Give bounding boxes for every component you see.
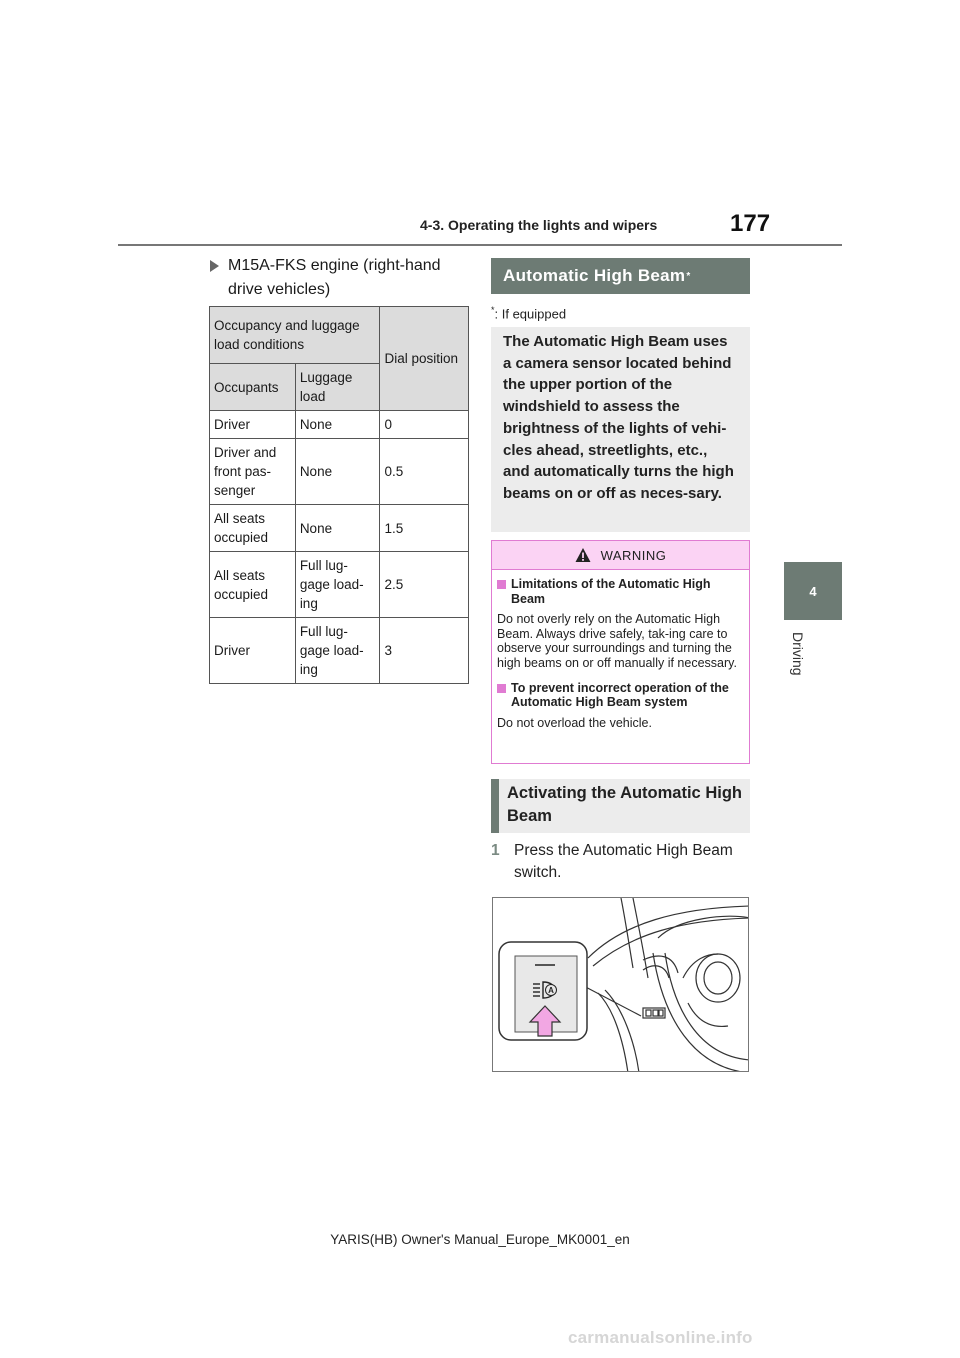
watermark: carmanualsonline.info bbox=[568, 1328, 753, 1347]
warning-item1-heading-text: Limitations of the Automatic High Beam bbox=[511, 577, 711, 606]
warning-title: WARNING bbox=[600, 547, 667, 563]
table-cell-occupants: Driver and front pas-senger bbox=[210, 439, 296, 505]
step-number: 1 bbox=[491, 842, 500, 859]
warning-item-heading bbox=[497, 681, 744, 710]
table-cell-dial: 1.5 bbox=[380, 505, 469, 552]
warning-header bbox=[492, 541, 749, 570]
table-cell-luggage: None bbox=[295, 505, 380, 552]
chapter-number: 4 bbox=[809, 583, 817, 599]
table-row bbox=[210, 618, 469, 684]
table-header-occupants: Occupants bbox=[210, 364, 296, 411]
pink-square-bullet-icon bbox=[497, 684, 506, 693]
switch-letter: A bbox=[548, 986, 554, 995]
table-cell-luggage: Full lug-gage load-ing bbox=[295, 618, 380, 684]
dashboard-switch-illustration bbox=[492, 897, 749, 1072]
table-row bbox=[210, 411, 469, 439]
table-cell-occupants: All seats occupied bbox=[210, 505, 296, 552]
pink-square-bullet-icon bbox=[497, 580, 506, 589]
equipped-asterisk: * bbox=[491, 305, 495, 315]
warning-item2-heading-text: To prevent incorrect operation of the Automatic High Beam system bbox=[511, 680, 729, 710]
step-text: Press the Automatic High Beam switch. bbox=[514, 842, 733, 881]
warning-box bbox=[491, 540, 750, 764]
table-row bbox=[210, 439, 469, 505]
table-header-group: Occupancy and luggage load conditions bbox=[210, 307, 380, 364]
engine-heading-text: M15A-FKS engine (right-hand drive vehicles) bbox=[228, 257, 441, 298]
header-rule bbox=[118, 244, 842, 246]
table-row bbox=[210, 552, 469, 618]
warning-triangle-icon bbox=[575, 547, 591, 563]
table-cell-dial: 0.5 bbox=[380, 439, 469, 505]
table-header-dial: Dial position bbox=[380, 307, 469, 411]
step-1 bbox=[491, 840, 751, 884]
table-cell-dial: 0 bbox=[380, 411, 469, 439]
table-header-luggage: Luggage load bbox=[295, 364, 380, 411]
page-number: 177 bbox=[730, 210, 771, 237]
table-row bbox=[210, 505, 469, 552]
engine-heading bbox=[210, 254, 470, 302]
table-cell-dial: 2.5 bbox=[380, 552, 469, 618]
triangle-bullet-icon bbox=[210, 260, 219, 272]
table-cell-occupants: Driver bbox=[210, 411, 296, 439]
equipped-note-text: : If equipped bbox=[494, 306, 567, 322]
ahb-heading-asterisk: * bbox=[686, 270, 691, 282]
table-cell-luggage: Full lug-gage load-ing bbox=[295, 552, 380, 618]
table-cell-luggage: None bbox=[295, 439, 380, 505]
table-cell-occupants: All seats occupied bbox=[210, 552, 296, 618]
footer-manual-id: YARIS(HB) Owner's Manual_Europe_MK0001_en bbox=[330, 1232, 630, 1247]
warning-item2-text: Do not overload the vehicle. bbox=[497, 715, 652, 730]
dashboard-illustration-svg bbox=[493, 898, 749, 1072]
activating-heading: Activating the Automatic High Beam bbox=[491, 779, 750, 833]
warning-item1-text: Do not overly rely on the Automatic High Beam. Always drive safely, tak-ing care to observe your surroundings and turning the high beams on or off manually if necessary. bbox=[497, 612, 737, 670]
table-cell-dial: 3 bbox=[380, 618, 469, 684]
ahb-heading-text: Automatic High Beam bbox=[503, 266, 686, 285]
table-cell-luggage: None bbox=[295, 411, 380, 439]
if-equipped-note bbox=[491, 305, 566, 321]
ahb-summary: The Automatic High Beam uses a camera sensor located behind the upper portion of the windshield to assess the brightness of the lights of vehi-cles ahead, streetlights, etc., and automatically turns the high beams on or off as neces-sary. bbox=[491, 327, 750, 532]
chapter-label: Driving bbox=[790, 632, 806, 676]
chapter-tab[interactable] bbox=[784, 562, 842, 620]
table-cell-occupants: Driver bbox=[210, 618, 296, 684]
load-conditions-table bbox=[209, 306, 469, 684]
automatic-high-beam-heading bbox=[491, 258, 750, 294]
section-title: 4-3. Operating the lights and wipers bbox=[420, 217, 658, 233]
warning-item-heading bbox=[497, 577, 744, 606]
